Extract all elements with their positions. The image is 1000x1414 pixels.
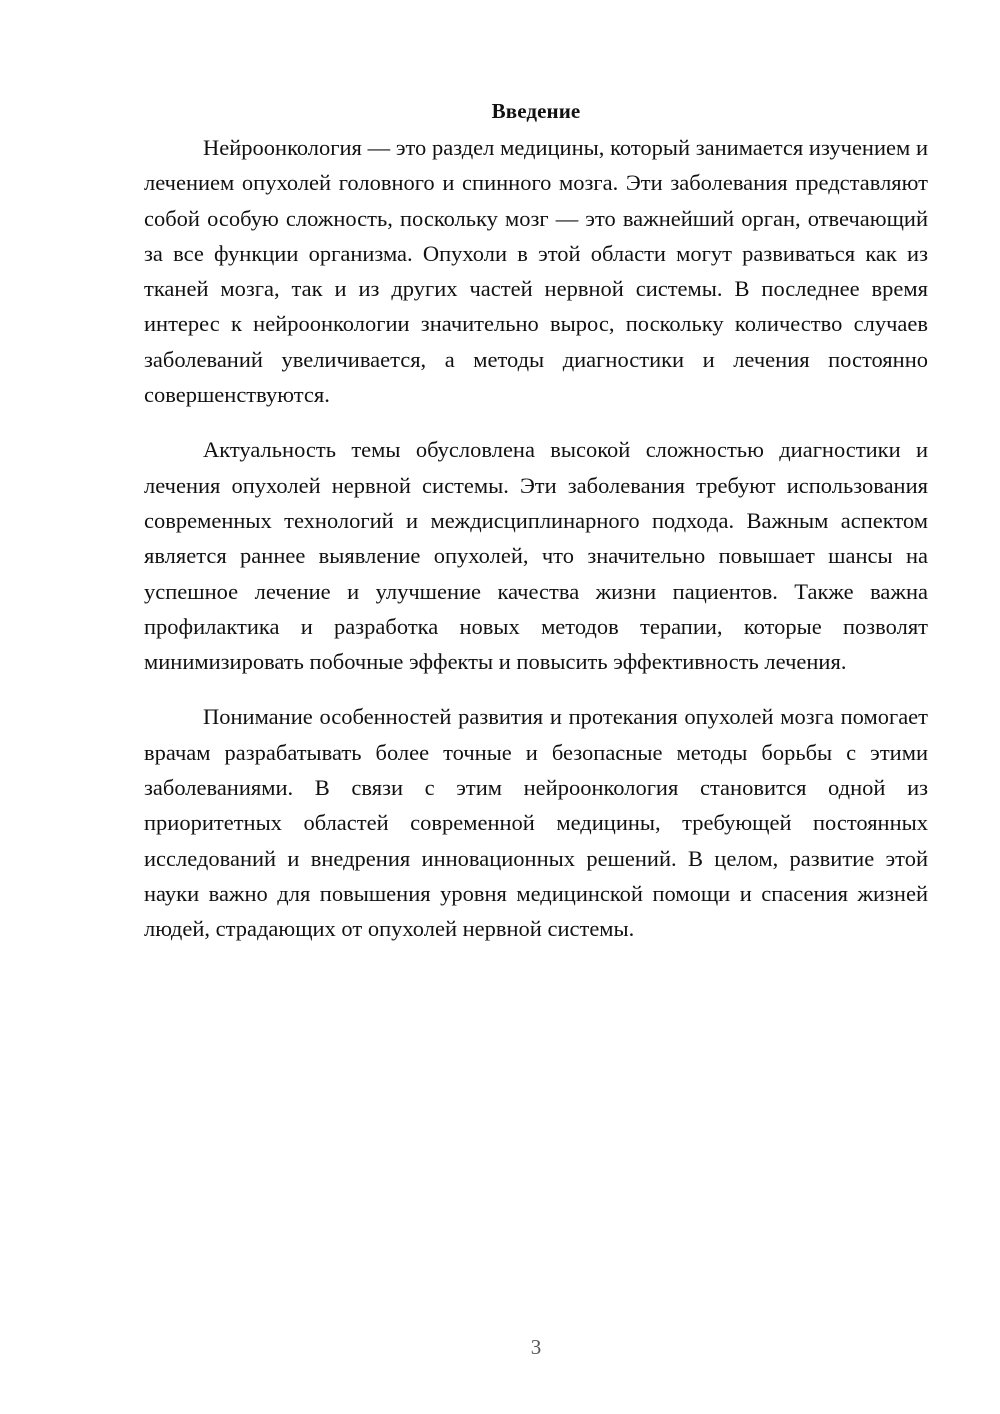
section-heading: Введение: [491, 99, 581, 123]
paragraph-2: Актуальность темы обусловлена высокой сложностью диагностики и лечения опухолей нервной системы. Эти заболевания требуют использования современных технологий и междисциплинарного подхода. Важным аспектом является раннее выявление опухолей, что значительно повышает шансы на успешное лечение и улучшение качества жизни пациентов. Также важна профилактика и разработка новых методов терапии, которые позволят минимизировать побочные эффекты и повысить эффективность лечения.: [144, 437, 928, 675]
paragraph-3: Понимание особенностей развития и протекания опухолей мозга помогает врачам разрабатывать более точные и безопасные методы борьбы с этими заболеваниями. В связи с этим нейроонкология становится одной из приоритетных областей современной медицины, требующей постоянных исследований и внедрения инновационных решений. В целом, развитие этой науки важно для повышения уровня медицинской помощи и спасения жизней людей, страдающих от опухолей нервной системы.: [144, 704, 928, 942]
page-content: [144, 96, 928, 947]
paragraph-1: Нейроонкология — это раздел медицины, который занимается изучением и лечением опухолей головного и спинного мозга. Эти заболевания представляют собой особую сложность, поскольку мозг — это важнейший орган, отвечающий за все функции организма. Опухоли в этой области могут развиваться как из тканей мозга, так и из других частей нервной системы. В последнее время интерес к нейроонкологии значительно вырос, поскольку количество случаев заболеваний увеличивается, а методы диагностики и лечения постоянно совершенствуются.: [144, 135, 928, 408]
page-number: 3: [530, 1335, 542, 1359]
